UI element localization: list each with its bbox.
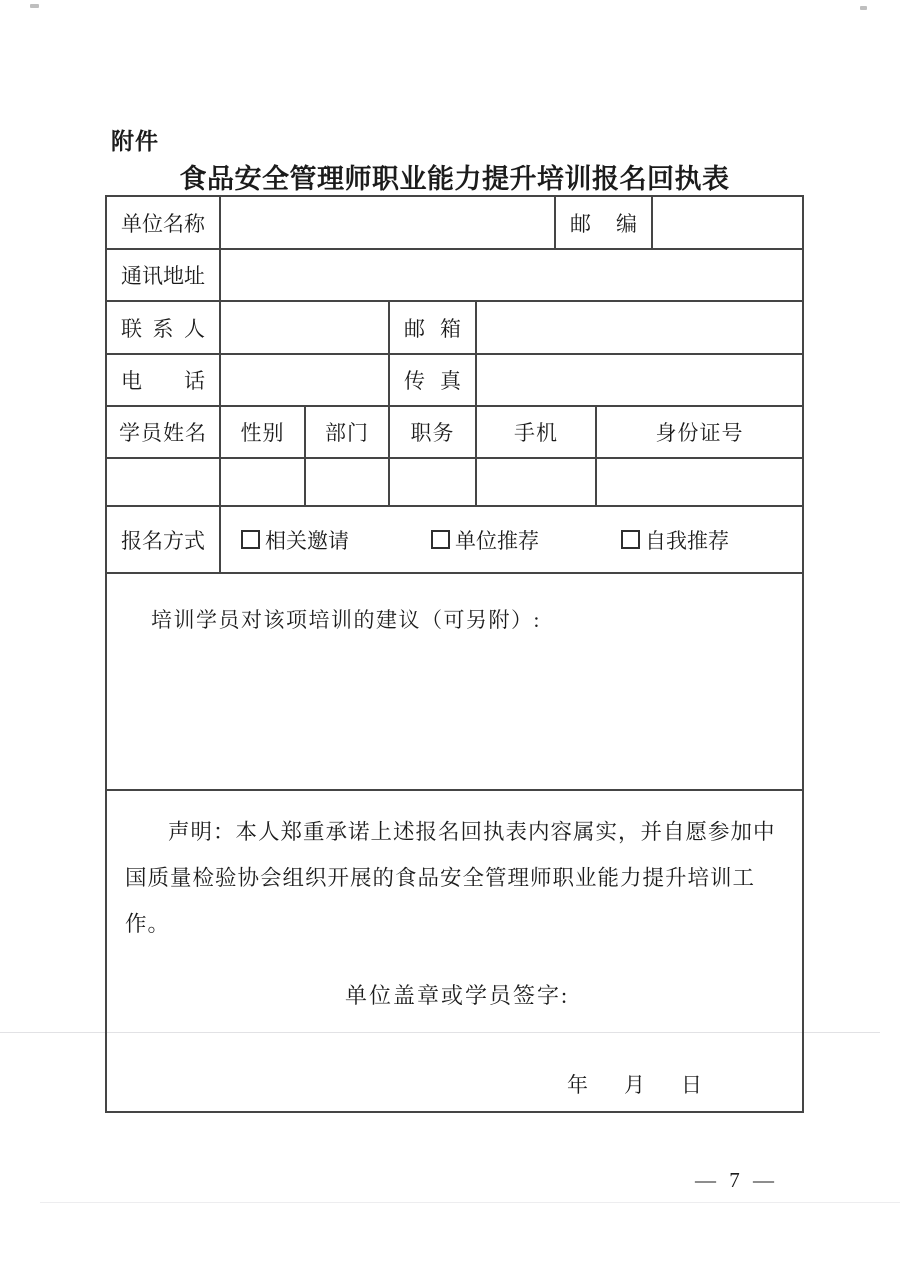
position-field[interactable] (389, 458, 476, 506)
date-year-label: 年 (567, 1073, 588, 1097)
checkbox-option-unit-recommend[interactable] (431, 525, 539, 555)
unit-name-field[interactable] (220, 196, 555, 249)
method-label: 报名方式 (106, 506, 220, 573)
header-student-name: 学员姓名 (106, 406, 220, 458)
page-title: 食品安全管理师职业能力提升培训报名回执表 (179, 164, 730, 194)
suggestion-cell[interactable] (106, 573, 803, 790)
postcode-label: 邮 编 (555, 196, 652, 249)
checkbox-option-invitation[interactable] (241, 525, 349, 555)
department-field[interactable] (305, 458, 389, 506)
declaration-text: 声明：本人郑重承诺上述报名回执表内容属实，并自愿参加中国质量检验协会组织开展的食品安全管理师职业能力提升培训工作。 (125, 820, 776, 936)
email-field[interactable] (476, 301, 803, 354)
address-label: 通讯地址 (106, 249, 220, 301)
page-number: — 7 — (695, 1168, 778, 1192)
header-position: 职务 (389, 406, 476, 458)
checkbox-label: 单位推荐 (455, 528, 539, 553)
checkbox-icon[interactable] (431, 530, 450, 549)
date-line (567, 1069, 702, 1099)
attachment-label: 附件 (111, 128, 159, 154)
header-department: 部门 (305, 406, 389, 458)
checkbox-icon[interactable] (241, 530, 260, 549)
student-name-field[interactable] (106, 458, 220, 506)
contact-field[interactable] (220, 301, 389, 354)
registration-form-table (106, 196, 803, 1112)
checkbox-icon[interactable] (621, 530, 640, 549)
date-month-label: 月 (624, 1073, 645, 1097)
method-options-cell (220, 506, 803, 573)
address-field[interactable] (220, 249, 803, 301)
date-day-label: 日 (681, 1073, 702, 1097)
fax-field[interactable] (476, 354, 803, 406)
checkbox-label: 自我推荐 (645, 528, 729, 553)
mobile-field[interactable] (476, 458, 596, 506)
checkbox-label: 相关邀请 (265, 528, 349, 553)
postcode-field[interactable] (652, 196, 803, 249)
contact-label: 联 系 人 (106, 301, 220, 354)
suggestion-label: 培训学员对该项培训的建议（可另附）: (151, 608, 541, 632)
header-id-number: 身份证号 (596, 406, 803, 458)
declaration-cell (106, 790, 803, 1112)
scan-speck-top-right (860, 6, 867, 10)
fax-label: 传 真 (389, 354, 476, 406)
phone-label: 电 话 (106, 354, 220, 406)
id-number-field[interactable] (596, 458, 803, 506)
checkbox-option-self-recommend[interactable] (621, 525, 729, 555)
signature-label: 单位盖章或学员签字: (345, 983, 570, 1008)
header-gender: 性别 (220, 406, 305, 458)
phone-field[interactable] (220, 354, 389, 406)
scan-speck-top-left (30, 4, 39, 8)
scan-artifact-line-bottom (40, 1202, 900, 1203)
email-label: 邮 箱 (389, 301, 476, 354)
header-mobile: 手机 (476, 406, 596, 458)
gender-field[interactable] (220, 458, 305, 506)
unit-name-label: 单位名称 (106, 196, 220, 249)
